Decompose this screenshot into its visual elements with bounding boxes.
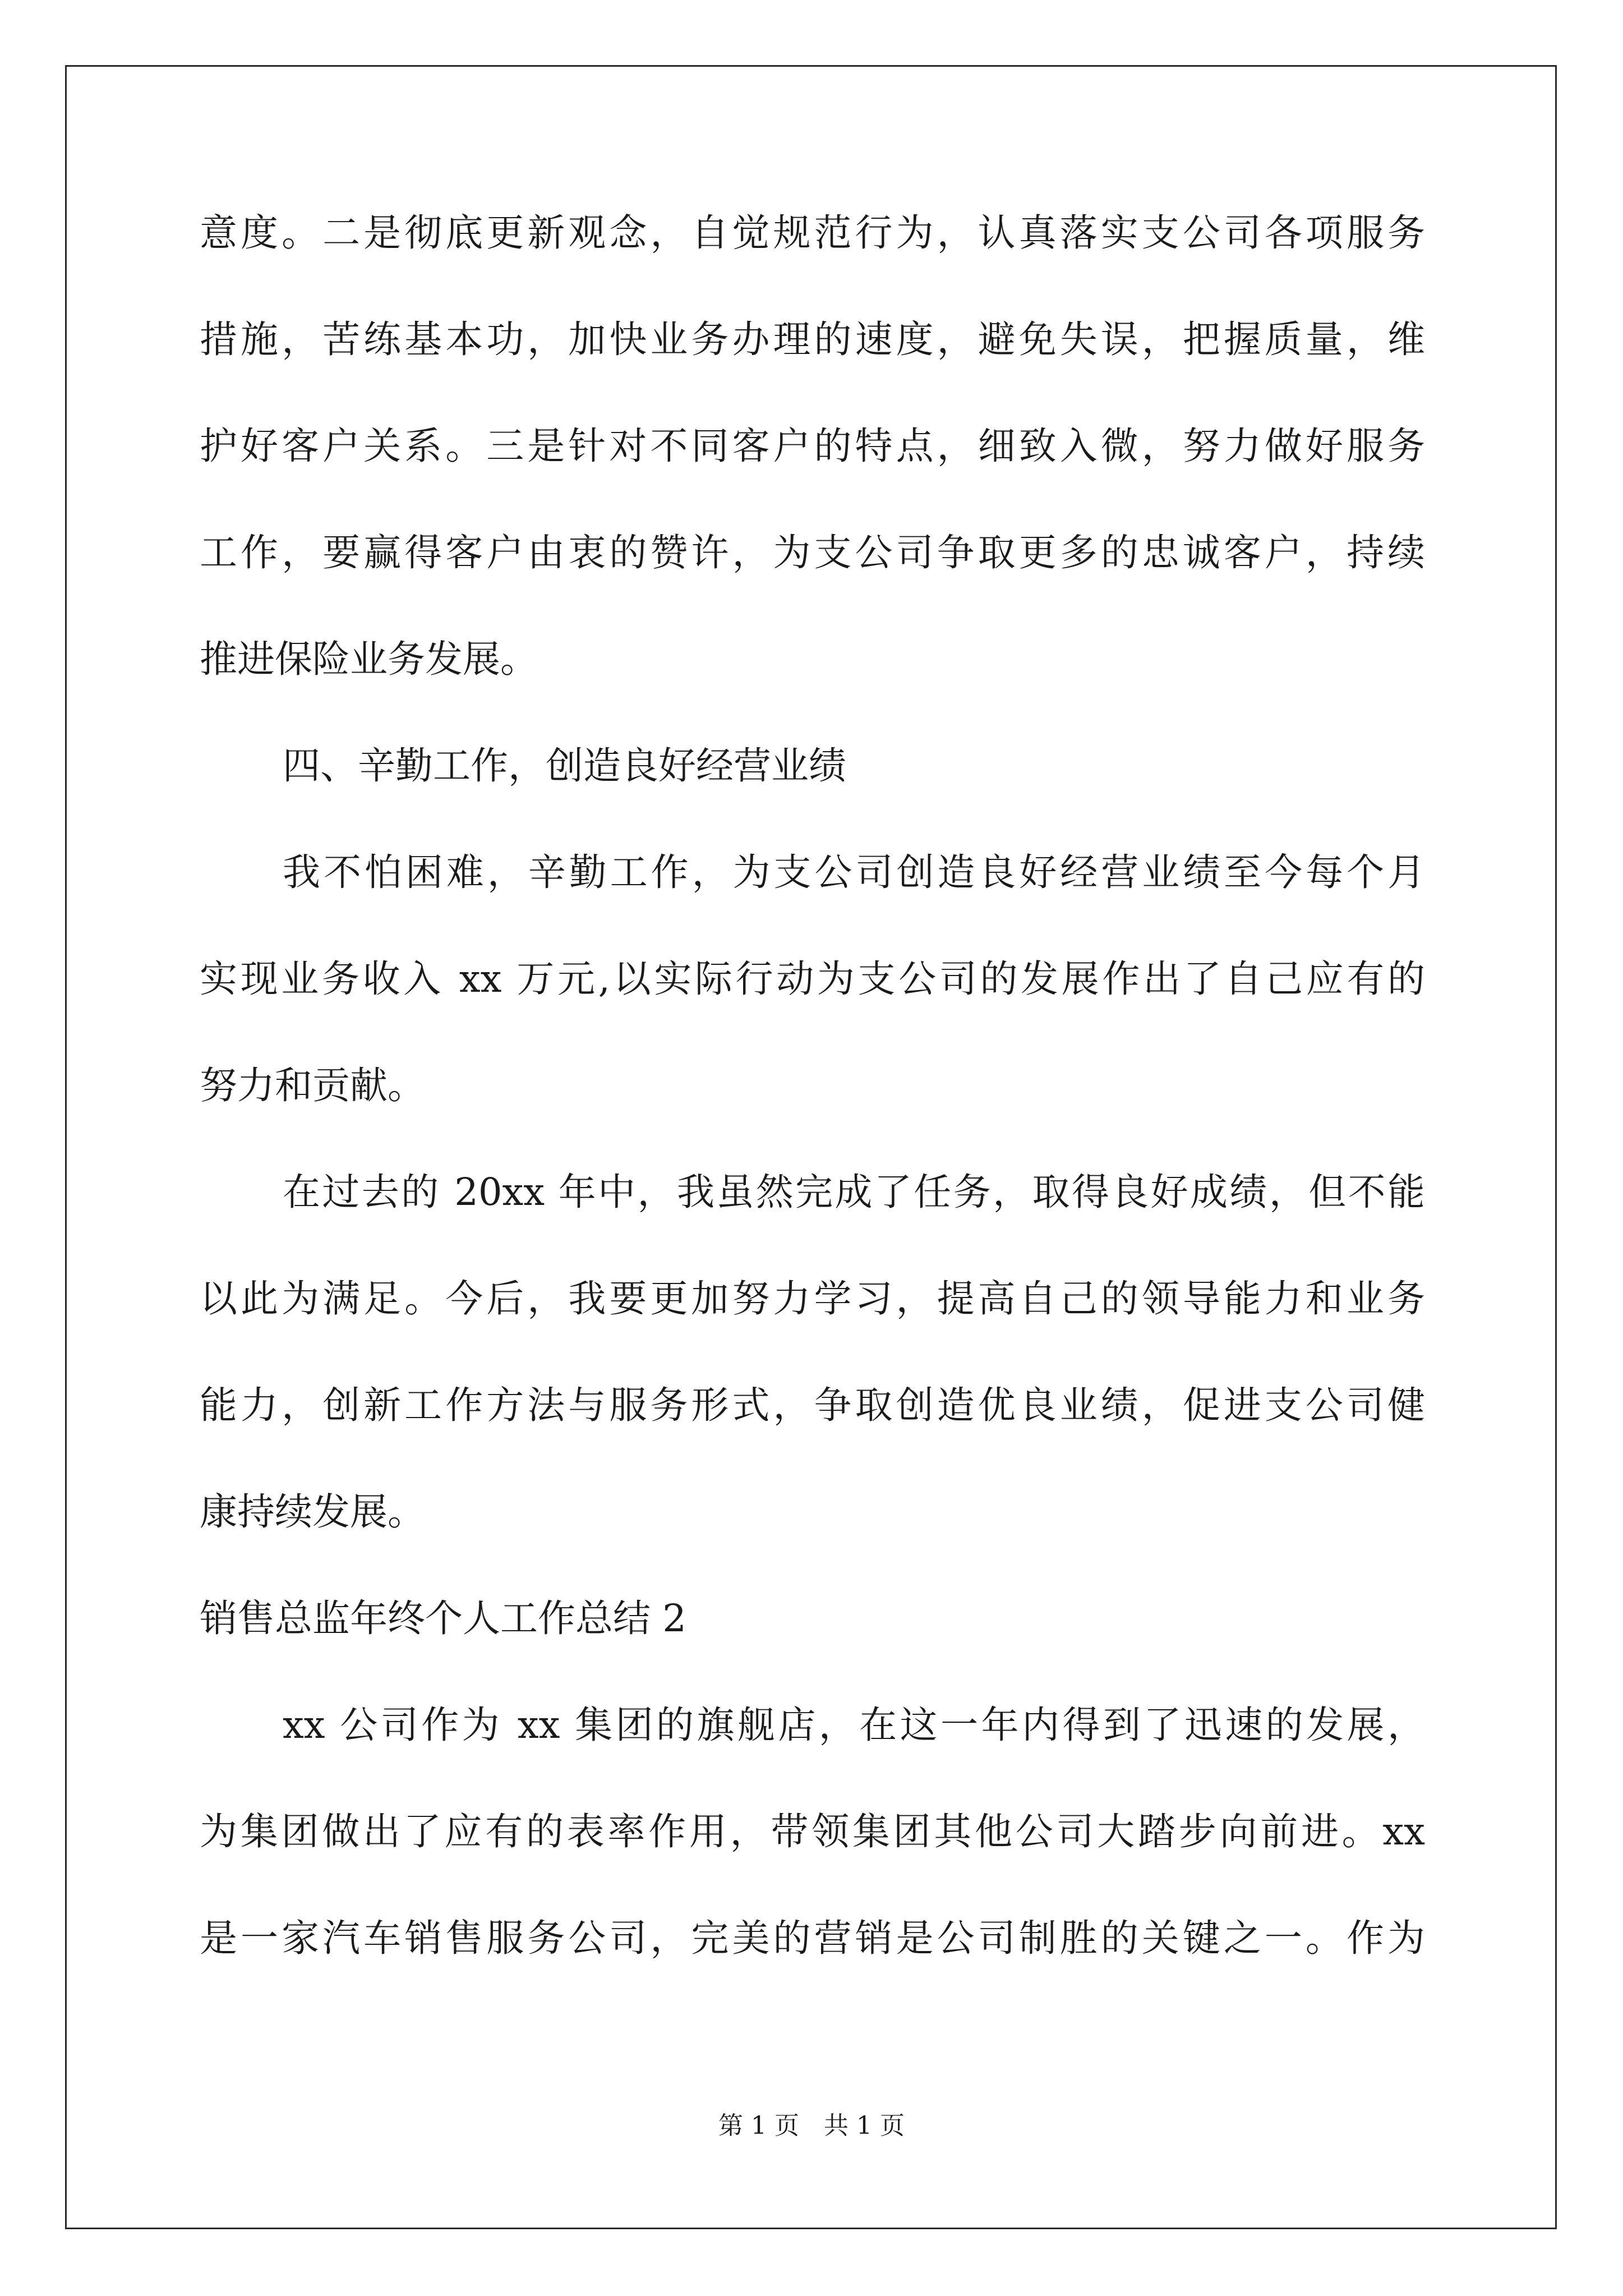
paragraph-line: 努力和贡献。 <box>200 1064 425 1107</box>
paragraph-line: 护好客户关系。三是针对不同客户的特点，细致入微，努力做好服务 <box>200 424 1425 468</box>
paragraph-line: 意度。二是彻底更新观念，自觉规范行为，认真落实支公司各项服务 <box>200 211 1425 255</box>
section-heading: 四、辛勤工作，创造良好经营业绩 <box>283 744 846 788</box>
paragraph-line: 工作，要赢得客户由衷的赞许，为支公司争取更多的忠诚客户，持续 <box>200 531 1425 574</box>
page-footer: 第 1 页 共 1 页 <box>718 2111 905 2140</box>
paragraph-line: 推进保险业务发展。 <box>200 637 538 681</box>
paragraph-line: 措施，苦练基本功，加快业务办理的速度，避免失误，把握质量，维 <box>200 318 1425 361</box>
page-border <box>65 65 1557 2229</box>
paragraph-line: 是一家汽车销售服务公司，完美的营销是公司制胜的关键之一。作为 <box>200 1916 1425 1960</box>
document-title: 销售总监年终个人工作总结 2 <box>200 1596 686 1640</box>
paragraph-line: 康持续发展。 <box>200 1490 425 1534</box>
paragraph-line: 为集团做出了应有的表率作用，带领集团其他公司大踏步向前进。xx <box>200 1810 1425 1853</box>
paragraph-line: 实现业务收入 xx 万元,以实际行动为支公司的发展作出了自己应有的 <box>200 957 1425 1001</box>
paragraph-line: 在过去的 20xx 年中，我虽然完成了任务，取得良好成绩，但不能 <box>283 1170 1425 1214</box>
paragraph-line: 以此为满足。今后，我要更加努力学习，提高自己的领导能力和业务 <box>200 1277 1425 1320</box>
paragraph-line: 我不怕困难，辛勤工作，为支公司创造良好经营业绩至今每个月 <box>283 850 1425 894</box>
paragraph-line: 能力，创新工作方法与服务形式，争取创造优良业绩，促进支公司健 <box>200 1383 1425 1427</box>
paragraph-line: xx 公司作为 xx 集团的旗舰店，在这一年内得到了迅速的发展， <box>283 1703 1425 1747</box>
